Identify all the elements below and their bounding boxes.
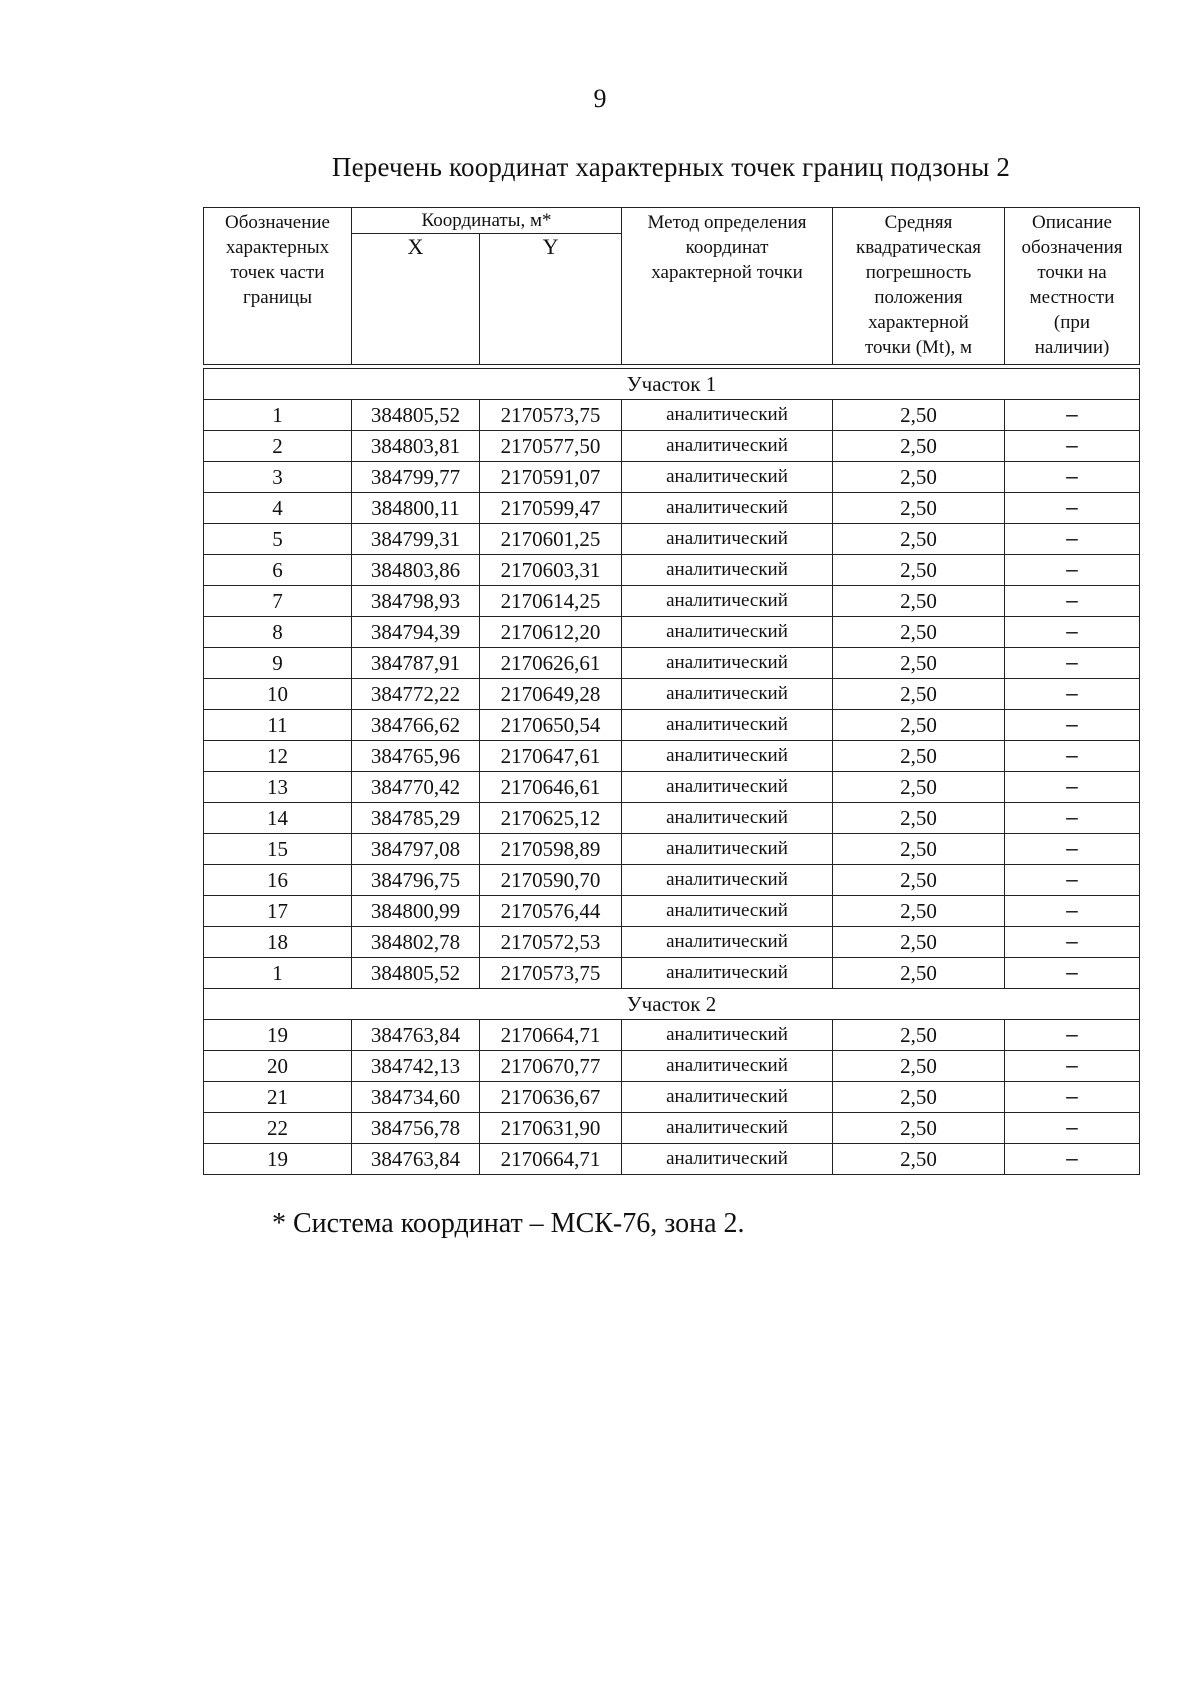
table-row [204, 865, 1140, 896]
section-row [204, 989, 1140, 1020]
header-coordinates: Координаты, м* [352, 208, 622, 234]
y-cell: 2170649,28 [480, 679, 622, 710]
x-cell: 384794,39 [352, 617, 480, 648]
table-row [204, 431, 1140, 462]
error-cell: 2,50 [833, 679, 1005, 710]
table-row [204, 493, 1140, 524]
description-cell: – [1005, 555, 1140, 586]
y-cell: 2170601,25 [480, 524, 622, 555]
description-cell: – [1005, 462, 1140, 493]
x-cell: 384785,29 [352, 803, 480, 834]
point-cell: 6 [204, 555, 352, 586]
description-cell: – [1005, 648, 1140, 679]
table-row [204, 1082, 1140, 1113]
method-cell: аналитический [622, 1082, 833, 1113]
error-cell: 2,50 [833, 927, 1005, 958]
description-cell: – [1005, 1051, 1140, 1082]
x-cell: 384772,22 [352, 679, 480, 710]
y-cell: 2170576,44 [480, 896, 622, 927]
table-row [204, 772, 1140, 803]
point-cell: 16 [204, 865, 352, 896]
error-cell: 2,50 [833, 1051, 1005, 1082]
point-cell: 4 [204, 493, 352, 524]
error-cell: 2,50 [833, 772, 1005, 803]
point-cell: 10 [204, 679, 352, 710]
description-cell: – [1005, 617, 1140, 648]
point-cell: 2 [204, 431, 352, 462]
method-cell: аналитический [622, 648, 833, 679]
table-row [204, 1051, 1140, 1082]
x-cell: 384766,62 [352, 710, 480, 741]
page-number: 9 [593, 84, 607, 113]
y-cell: 2170598,89 [480, 834, 622, 865]
y-cell: 2170590,70 [480, 865, 622, 896]
table-row [204, 896, 1140, 927]
x-cell: 384799,77 [352, 462, 480, 493]
error-cell: 2,50 [833, 741, 1005, 772]
description-cell: – [1005, 400, 1140, 431]
method-cell: аналитический [622, 958, 833, 989]
y-cell: 2170647,61 [480, 741, 622, 772]
x-cell: 384805,52 [352, 400, 480, 431]
table-body [204, 365, 1140, 1175]
x-cell: 384787,91 [352, 648, 480, 679]
y-cell: 2170591,07 [480, 462, 622, 493]
point-cell: 19 [204, 1020, 352, 1051]
description-cell: – [1005, 1020, 1140, 1051]
error-cell: 2,50 [833, 400, 1005, 431]
method-cell: аналитический [622, 1051, 833, 1082]
description-cell: – [1005, 927, 1140, 958]
section-label: Участок 1 [204, 369, 1140, 400]
table-row [204, 1020, 1140, 1051]
description-cell: – [1005, 834, 1140, 865]
method-cell: аналитический [622, 524, 833, 555]
point-cell: 14 [204, 803, 352, 834]
description-cell: – [1005, 1113, 1140, 1144]
description-cell: – [1005, 431, 1140, 462]
point-cell: 21 [204, 1082, 352, 1113]
description-cell: – [1005, 710, 1140, 741]
description-cell: – [1005, 958, 1140, 989]
section-label: Участок 2 [204, 989, 1140, 1020]
method-cell: аналитический [622, 741, 833, 772]
error-cell: 2,50 [833, 1113, 1005, 1144]
header-error: Средняя квадратическая погрешность положения характерной точки (Mt), м [833, 208, 1005, 365]
table-row [204, 1113, 1140, 1144]
description-cell: – [1005, 1144, 1140, 1175]
method-cell: аналитический [622, 679, 833, 710]
y-cell: 2170599,47 [480, 493, 622, 524]
y-cell: 2170577,50 [480, 431, 622, 462]
method-cell: аналитический [622, 1144, 833, 1175]
y-cell: 2170664,71 [480, 1020, 622, 1051]
point-cell: 1 [204, 958, 352, 989]
table-row [204, 586, 1140, 617]
x-cell: 384742,13 [352, 1051, 480, 1082]
point-cell: 12 [204, 741, 352, 772]
point-cell: 3 [204, 462, 352, 493]
y-cell: 2170625,12 [480, 803, 622, 834]
point-cell: 5 [204, 524, 352, 555]
table-row [204, 555, 1140, 586]
x-cell: 384765,96 [352, 741, 480, 772]
table-row [204, 617, 1140, 648]
method-cell: аналитический [622, 803, 833, 834]
point-cell: 20 [204, 1051, 352, 1082]
table-row [204, 741, 1140, 772]
table-row [204, 927, 1140, 958]
section-row [204, 369, 1140, 400]
x-cell: 384800,11 [352, 493, 480, 524]
header-method: Метод определения координат характерной точки [622, 208, 833, 365]
error-cell: 2,50 [833, 958, 1005, 989]
x-cell: 384734,60 [352, 1082, 480, 1113]
method-cell: аналитический [622, 927, 833, 958]
x-cell: 384763,84 [352, 1144, 480, 1175]
error-cell: 2,50 [833, 493, 1005, 524]
table-row [204, 679, 1140, 710]
table-row [204, 648, 1140, 679]
method-cell: аналитический [622, 586, 833, 617]
error-cell: 2,50 [833, 431, 1005, 462]
error-cell: 2,50 [833, 896, 1005, 927]
x-cell: 384802,78 [352, 927, 480, 958]
method-cell: аналитический [622, 617, 833, 648]
x-cell: 384796,75 [352, 865, 480, 896]
description-cell: – [1005, 803, 1140, 834]
y-cell: 2170646,61 [480, 772, 622, 803]
y-cell: 2170603,31 [480, 555, 622, 586]
point-cell: 18 [204, 927, 352, 958]
error-cell: 2,50 [833, 555, 1005, 586]
x-cell: 384805,52 [352, 958, 480, 989]
description-cell: – [1005, 772, 1140, 803]
point-cell: 7 [204, 586, 352, 617]
table-header [204, 208, 1140, 365]
description-cell: – [1005, 896, 1140, 927]
method-cell: аналитический [622, 431, 833, 462]
error-cell: 2,50 [833, 710, 1005, 741]
error-cell: 2,50 [833, 1082, 1005, 1113]
table-row [204, 958, 1140, 989]
description-cell: – [1005, 679, 1140, 710]
error-cell: 2,50 [833, 462, 1005, 493]
y-cell: 2170572,53 [480, 927, 622, 958]
method-cell: аналитический [622, 400, 833, 431]
y-cell: 2170614,25 [480, 586, 622, 617]
point-cell: 17 [204, 896, 352, 927]
description-cell: – [1005, 1082, 1140, 1113]
coordinates-table [203, 207, 1140, 1175]
method-cell: аналитический [622, 555, 833, 586]
header-description: Описание обозначения точки на местности (при наличии) [1005, 208, 1140, 365]
error-cell: 2,50 [833, 865, 1005, 896]
x-cell: 384756,78 [352, 1113, 480, 1144]
point-cell: 13 [204, 772, 352, 803]
x-cell: 384763,84 [352, 1020, 480, 1051]
method-cell: аналитический [622, 710, 833, 741]
table-row [204, 400, 1140, 431]
method-cell: аналитический [622, 865, 833, 896]
point-cell: 19 [204, 1144, 352, 1175]
table-row [204, 834, 1140, 865]
error-cell: 2,50 [833, 1020, 1005, 1051]
method-cell: аналитический [622, 1020, 833, 1051]
x-cell: 384803,86 [352, 555, 480, 586]
description-cell: – [1005, 741, 1140, 772]
table-row [204, 803, 1140, 834]
y-cell: 2170573,75 [480, 958, 622, 989]
y-cell: 2170636,67 [480, 1082, 622, 1113]
method-cell: аналитический [622, 493, 833, 524]
error-cell: 2,50 [833, 586, 1005, 617]
error-cell: 2,50 [833, 524, 1005, 555]
y-cell: 2170573,75 [480, 400, 622, 431]
point-cell: 22 [204, 1113, 352, 1144]
header-designation: Обозначение характерных точек части границы [204, 208, 352, 365]
method-cell: аналитический [622, 462, 833, 493]
description-cell: – [1005, 524, 1140, 555]
error-cell: 2,50 [833, 834, 1005, 865]
point-cell: 15 [204, 834, 352, 865]
x-cell: 384797,08 [352, 834, 480, 865]
point-cell: 1 [204, 400, 352, 431]
x-cell: 384798,93 [352, 586, 480, 617]
y-cell: 2170612,20 [480, 617, 622, 648]
y-cell: 2170664,71 [480, 1144, 622, 1175]
x-cell: 384770,42 [352, 772, 480, 803]
x-cell: 384800,99 [352, 896, 480, 927]
method-cell: аналитический [622, 772, 833, 803]
y-cell: 2170626,61 [480, 648, 622, 679]
point-cell: 9 [204, 648, 352, 679]
y-cell: 2170650,54 [480, 710, 622, 741]
header-x: X [352, 234, 480, 365]
table-row [204, 524, 1140, 555]
page-title: Перечень координат характерных точек границ подзоны 2 [331, 152, 1011, 182]
method-cell: аналитический [622, 896, 833, 927]
point-cell: 11 [204, 710, 352, 741]
error-cell: 2,50 [833, 617, 1005, 648]
point-cell: 8 [204, 617, 352, 648]
method-cell: аналитический [622, 834, 833, 865]
x-cell: 384803,81 [352, 431, 480, 462]
y-cell: 2170631,90 [480, 1113, 622, 1144]
table-row [204, 1144, 1140, 1175]
x-cell: 384799,31 [352, 524, 480, 555]
error-cell: 2,50 [833, 648, 1005, 679]
error-cell: 2,50 [833, 803, 1005, 834]
description-cell: – [1005, 493, 1140, 524]
footnote: * Система координат – МСК-76, зона 2. [272, 1208, 745, 1239]
y-cell: 2170670,77 [480, 1051, 622, 1082]
header-y: Y [480, 234, 622, 365]
table-row [204, 462, 1140, 493]
method-cell: аналитический [622, 1113, 833, 1144]
description-cell: – [1005, 586, 1140, 617]
table-row [204, 710, 1140, 741]
description-cell: – [1005, 865, 1140, 896]
error-cell: 2,50 [833, 1144, 1005, 1175]
